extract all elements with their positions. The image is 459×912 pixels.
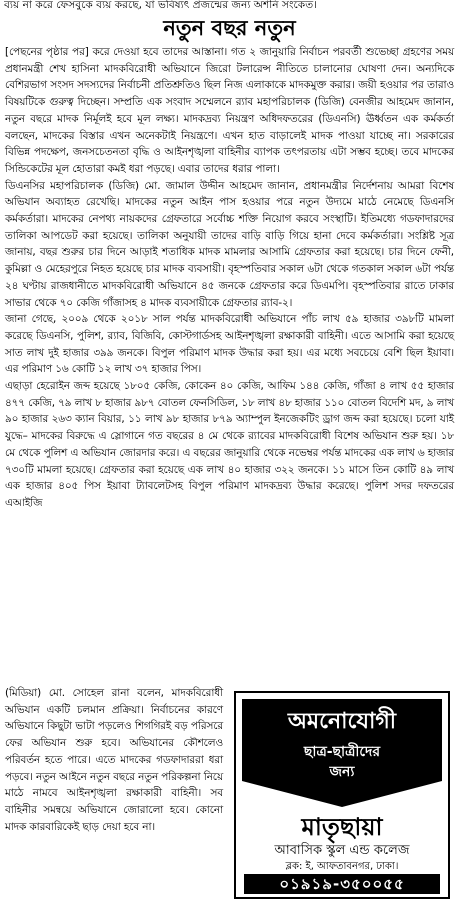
article-paragraph: এছাড়া হেরোইন জব্দ হয়েছে ১৮০৫ কেজি, কোকেন ৪০ কেজি, আফিম ১৪৪ কেজি, গাঁজা ৪ লাখ ৫৫ হাজার ৪৭৭ কেজি, ৭৯ লাখ ৮ হাজার ৯৮৭ বোতল ফেনসিডিল, ১৮ লাখ ৪৮ হাজার ১১০ বোতল বিদেশি মদ, ৯ লাখ ৯০ হাজার ২৬৩ ক্যান বিয়ার, ১১ লাখ ৯৮ হাজার ৮৭৯ অ্যাম্পুল ইনজেকটিং ড্রাগ জব্দ করা হয়েছে। চলো যাই যুদ্ধে– মাদকের বিরুদ্ধে এ স্লোগানে গত বছরের ৪ মে থেকে র‍্যাবের মাদকবিরোধী বিশেষ অভিযান শুরু হয়। ১৮ মে থেকে পুলিশ এ অভিযান জোরদার করে। এ বছরের জানুয়ারি থেকে নভেম্বর পর্যন্ত মাদকের এক লাখ ৬ হাজার ৭৩০টি মামলা হয়েছে। গ্রেফতার করা হয়েছে এক লাখ ৪০ হাজার ৩২২ জনকে। ১১ মাসে তিন কোটি ৪৯ লাখ এক হাজার ৪০৫ পিস ইয়াবা ট্যাবলেটসহ বিপুল পরিমাণ মাদকদ্রব্য উদ্ধার করেছে। পুলিশ সদর দফতরের এআইজি [5,380,454,509]
ad-subtitle-line1: ছাত্র-ছাত্রীদের [303,744,381,760]
article-headline: নতুন বছর নতুন [163,16,296,40]
ad-phone-number: ০১৯১৯-৩৫০০৫৫ [244,874,440,894]
article-paragraph: ডিএনসির মহাপরিচালক (ডিজি) মো. জামাল উদ্দীন আহমেদ জানান, প্রধানমন্ত্রীর নির্দেশনায় আমরা বিশেষ অভিযান অব্যাহত রেখেছি। মাদকের নতুন আইন পাস হওয়ার পরে নতুন উদ্যমে মাঠে নেমেছে ডিএনসি কর্মকর্তারা। মাদকের নেপথ্য নায়কদের গ্রেফতারে সর্বোচ্চ শক্তি নিয়োগ করবে সংস্থাটি। ইতিমধ্যে গডফাদারদের তালিকা আপডেট করা হয়েছে। তালিকা অনুযায়ী তাদের বাড়ি বাড়ি গিয়ে হানা দেবে কর্মকর্তারা। সংশ্লিষ্ট সূত্র জানায়, বছর শুরুর চার দিনে আড়াই শতাধিক মাদক মামলার আসামি গ্রেফতার করা হয়েছে। চার দিনে ফেনী, কুমিল্লা ও মেহেরপুরে নিহত হয়েছে চার মাদক ব্যবসায়ী। বৃহস্পতিবার সকাল ৬টা থেকে গতকাল সকাল ৬টা পর্যন্ত ২৪ ঘণ্টায় রাজধানীতে মাদকবিরোধী অভিযানে ৪৫ জনকে গ্রেফতার করে ডিএমপি। বৃহস্পতিবার রাতে ঢাকার সাভার থেকে ৭০ কেজি গাঁজাসহ ৪ মাদক ব্যবসায়ীকে গ্রেফতার র‍্যাব-২। [5,179,454,309]
article-body-upper [5,44,454,512]
article-paragraph: (মিডিয়া) মো. সোহেল রানা বলেন, মাদকবিরোধী অভিযান একটি চলমান প্রক্রিয়া। নির্বাচনের কারণে অভিযানে কিছুটা ভাটা পড়লেও শিগগিরই বড় পরিসরে ফের অভিযান শুরু হবে। অভিযানের কৌশলেও পরিবর্তন হতে পারে। এতে মাদকের গডফাদাররা ধরা পড়বে। নতুন আইনে নতুন বছরে নতুন পরিকল্পনা নিয়ে মাঠে নামবে আইনশৃঙ্খলা রক্ষাকারী বাহিনী। সব বাহিনীর সমন্বয়ে অভিযানে জোরালো হবে। কোনো মাদক কারবারিকেই ছাড় দেয়া হবে না। [5,687,223,833]
ad-title: অমনোযোগী [287,709,397,734]
article-paragraph: জানা গেছে, ২০০৯ থেকে ২০১৮ সাল পর্যন্ত মাদকবিরোধী অভিযানে পাঁচ লাখ ৫৯ হাজার ৩৯৮টি মামলা করেছে ডিএনসি, পুলিশ, র‍্যাব, বিজিবি, কোস্টগার্ডসহ আইনশৃঙ্খলা রক্ষাকারী বাহিনী। এতে আসামি করা হয়েছে সাত লাখ দুই হাজার ৩৯৯ জনকে। বিপুল পরিমাণ মাদক উদ্ধার করা হয়। এর মধ্যে সবচেয়ে বেশি ছিল ইয়াবা। এর পরিমাণ ১৬ কোটি ১২ লাখ ৩৭ হাজার পিস। [5,313,454,376]
previous-column-last-line: ব্যয় না করে ফেসবুকে ব্যয় করছে, যা ভবিষ্যৎ প্রজন্মের জন্য অশনি সংকেত। [4,0,317,11]
ad-school-type: আবাসিক স্কুল এন্ড কলেজ [274,843,410,858]
article-body-lower [5,685,223,835]
ad-school-name: মাতৃছায়া [301,813,383,841]
school-advertisement [234,691,450,899]
ad-subtitle-line2: জন্য [329,764,355,780]
article-paragraph: [পেছনের পৃষ্ঠার পর] করে দেওয়া হবে তাদের আস্তানা। গত ২ জানুয়ারি নির্বাচন পরবর্তী শুভেচ্ছা গ্রহণের সময় প্রধানমন্ত্রী শেখ হাসিনা মাদকবিরোধী অভিযানে জিরো টলারেন্স নীতিতে চালানোর ঘোষণা দেন। অন্যদিকে বেশিরভাগ সংসদ সদস্যদের নির্বাচনী প্রতিশ্রুতিও ছিল নিজ এলাকাকে মাদকমুক্ত করার। জয়ী হওয়ার পর তারাও বিষয়টিকে গুরুত্ব দিচ্ছেন। সম্প্রতি এক সংবাদ সম্মেলনে র‍্যাব মহাপরিচালক (ডিজি) বেনজীর আহমেদ জানান, নতুন বছরে মাদক নির্মূলই হবে মূল লক্ষ্য। মাদকদ্রব্য নিয়ন্ত্রণ অধিদফতরের (ডিএনসি) ঊর্ধ্বতন এক কর্মকর্তা বলছেন, মাদকের বিস্তার এখন অনেকটাই নিয়ন্ত্রণে। এখন হাত বাড়ালেই মাদক পাওয়া যাচ্ছে না। সরকারের বিভিন্ন পদক্ষেপ, জনসচেতনতা বৃদ্ধি ও আইনশৃঙ্খলা বাহিনীর ব্যাপক তৎপরতায় এটা সম্ভব হচ্ছে। তবে মাদকের সিন্ডিকেটের মূল হোতারা কমই ধরা পড়ছে। এবার তাদের ধরার পালা। [5,46,454,175]
ad-banner [242,699,442,809]
ad-address: ব্লক: ই, আফতাবনগর, ঢাকা। [285,861,399,872]
